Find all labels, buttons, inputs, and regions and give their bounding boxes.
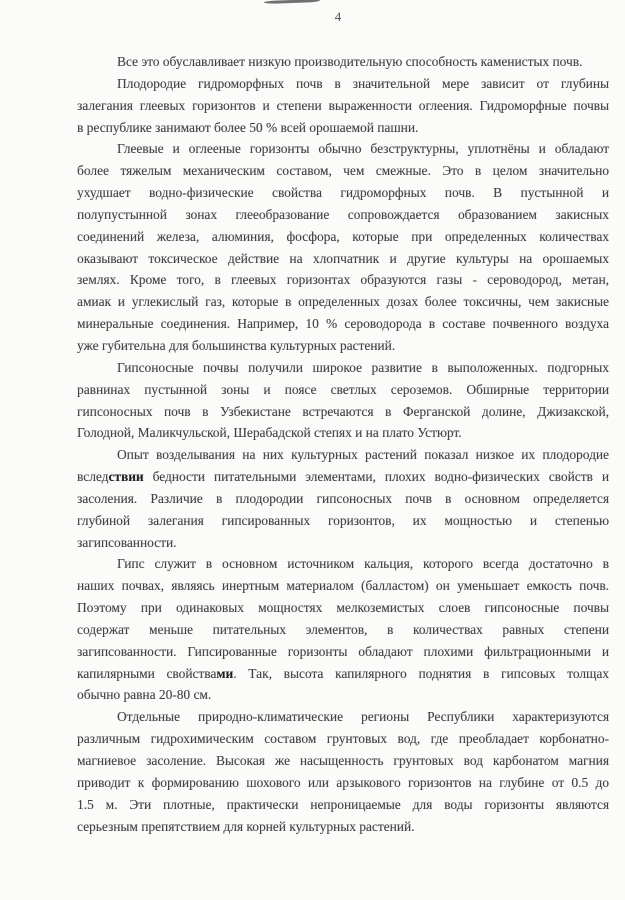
paragraph bbox=[77, 706, 609, 837]
text-line: Гипсоносные почвы получили широкое развитие в выположенных. подгорных bbox=[117, 359, 609, 375]
text-line: различным гидрохимическим составом грунтовых вод, где преобладает корбонатно- bbox=[77, 731, 609, 747]
text-line: вследствии бедности питательными элементами, плохих водно-физических свойств и bbox=[77, 469, 609, 485]
text-line: капилярными свойствами. Так, высота капилярного поднятия в гипсовых толщах bbox=[77, 665, 609, 681]
text-line: уже губительна для большинства культурных растений. bbox=[77, 337, 396, 353]
text-line: Отдельные природно-климатические регионы Республики характеризуются bbox=[117, 709, 609, 725]
text-line: залегания глеевых горизонтов и степени выраженности оглеения. Гидроморфные почвы bbox=[77, 97, 609, 113]
text-line: содержат меньше питательных элементов, в количествах равных степени bbox=[77, 621, 609, 637]
page-number: 4 bbox=[334, 9, 342, 24]
text-line: соединений железа, алюминия, фосфора, которые при определенных количествах bbox=[77, 228, 609, 244]
text-line: серьезным препятствием для корней культурных растений. bbox=[77, 818, 415, 834]
text-line: оказывают токсическое действие на хлопчатник и другие культуры на орошаемых bbox=[77, 250, 609, 266]
text-line: обычно равна 20-80 см. bbox=[77, 687, 212, 703]
text-line: загипсованности. Гипсированные горизонты обладают плохими фильтрационными и bbox=[77, 643, 609, 659]
text-line: магниевое засоление. Высокая же насыщенность грунтовых вод карбонатом магния bbox=[77, 753, 609, 768]
text-line: глубиной залегания гипсированных горизонтов, их мощностью и степенью bbox=[77, 512, 609, 528]
text-line: Глеевые и оглееные горизонты обычно безструктурны, уплотнёны и обладают bbox=[117, 141, 609, 157]
paragraph bbox=[77, 51, 609, 73]
text-line: Голодной, Маликчульской, Шерабадской степях и на плато Устюрт. bbox=[77, 425, 462, 441]
text-line: засоления. Различие в плодородии гипсоносных почв в основном определяется bbox=[77, 490, 609, 506]
text-line: землях. Кроме того, в глеевых горизонтах образуются газы - сероводород, метан, bbox=[77, 272, 609, 288]
text-line: Все это обуславливает низкую производительную способность каменистых почв. bbox=[117, 54, 583, 69]
scan-artifact-mark bbox=[264, 0, 320, 4]
text-line: гипсоносных почв в Узбекистане встречаются в Ферганской долине, Джизакской, bbox=[77, 403, 609, 419]
paragraph bbox=[77, 73, 609, 139]
text-line: наших почвах, являясь инертным материалом (балластом) он уменьшает емкость почв. bbox=[77, 578, 609, 594]
text-line: минеральные соединения. Например, 10 % сероводорода в составе почвенного воздуха bbox=[77, 316, 609, 332]
paragraph bbox=[77, 553, 609, 706]
text-line: ухудшает водно-физические свойства гидроморфных почв. В пустынной и bbox=[77, 185, 609, 201]
paragraph bbox=[77, 444, 609, 553]
text-line: Поэтому при одинаковых мощностях мелкоземистых слоев гипсоносные почвы bbox=[77, 600, 609, 616]
text-line: 1.5 м. Эти плотные, практически непроницаемые для воды горизонты являются bbox=[77, 796, 609, 812]
text-line: Гипс служит в основном источником кальция, которого всегда достаточно в bbox=[117, 556, 609, 572]
paragraph bbox=[77, 357, 609, 444]
text-line: Плодородие гидроморфных почв в значительной мере зависит от глубины bbox=[117, 75, 609, 91]
text-line: амиак и углекислый газ, которые в определенных дозах более токсичны, чем закисные bbox=[77, 294, 609, 310]
text-line: равнинах пустынной зоны и поясе светлых сероземов. Обширные территории bbox=[77, 381, 609, 397]
text-line: более тяжелым механическим составом, чем смежные. Это в целом значительно bbox=[77, 163, 609, 179]
text-line: приводит к формированию шохового или арзыкового горизонтов на глубине от 0.5 до bbox=[77, 774, 609, 790]
text-block bbox=[77, 51, 609, 837]
text-line: полупустынной зонах глееобразование сопровождается образованием закисных bbox=[77, 206, 609, 222]
text-line: загипсованности. bbox=[77, 534, 177, 550]
paragraph bbox=[77, 138, 609, 356]
text-line: в республике занимают более 50 % всей орошаемой пашни. bbox=[77, 119, 419, 135]
text-line: Опыт возделывания на них культурных растений показал низкое их плодородие bbox=[117, 447, 609, 463]
